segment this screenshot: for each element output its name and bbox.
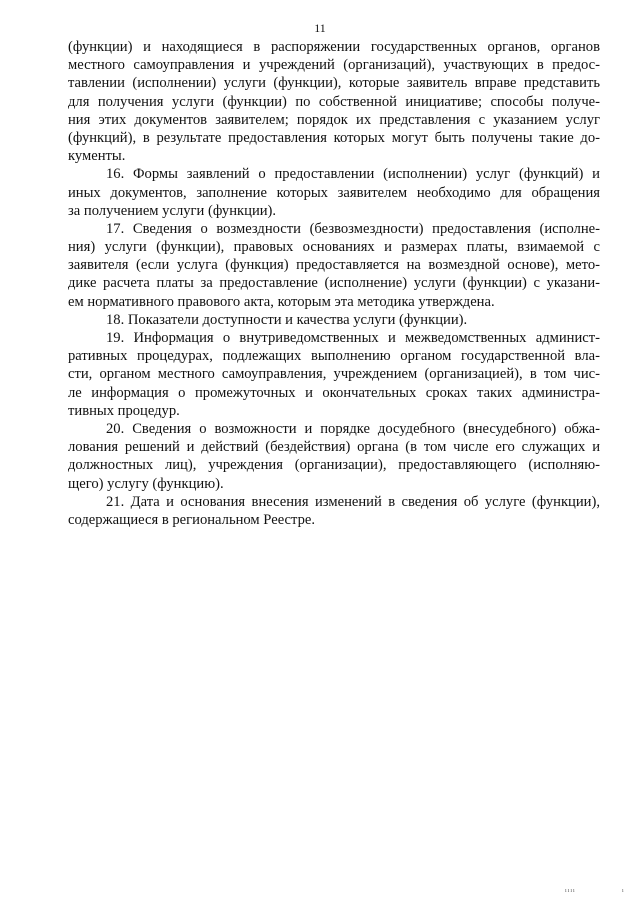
text-line: содержащиеся в региональном Реестре. xyxy=(68,511,316,528)
text-line: дике расчета платы за предоставление (исполнение) услуги (функции) с указани- xyxy=(68,275,600,292)
text-line: для получения услуги (функции) по собственной инициативе; способы получе- xyxy=(68,93,600,110)
scan-mark: ıııı xyxy=(565,888,576,894)
scan-mark: ı xyxy=(622,888,624,894)
paragraph-18 xyxy=(68,311,600,329)
text-line: ния) услуги (функции), правовых основаниях и размерах платы, взимаемой с xyxy=(68,239,600,256)
text-line: сти, органом местного самоуправления, учреждением (организацией), в том чис- xyxy=(68,366,600,383)
text-line: 16. Формы заявлений о предоставлении (исполнении) услуг (функций) и xyxy=(106,166,600,183)
paragraph-21 xyxy=(68,493,600,529)
text-line: тавлении (исполнении) услуги (функции), которые заявитель вправе представить xyxy=(68,75,600,92)
document-body xyxy=(68,38,600,529)
text-line: ния этих документов заявителем; порядок их представления с указанием услуг xyxy=(68,111,600,128)
paragraph-20 xyxy=(68,420,600,493)
text-line: 20. Сведения о возможности и порядке досудебного (внесудебного) обжа- xyxy=(106,420,600,437)
text-line: 21. Дата и основания внесения изменений в сведения об услуге (функции), xyxy=(106,493,600,510)
paragraph-19 xyxy=(68,329,600,420)
text-line: тивных процедур. xyxy=(68,402,180,419)
text-line: 17. Сведения о возмездности (безвозмездности) предоставления (исполне- xyxy=(106,220,600,237)
text-line: 18. Показатели доступности и качества услуги (функции). xyxy=(106,311,468,328)
text-line: кументы. xyxy=(68,148,126,165)
text-line: щего) услугу (функцию). xyxy=(68,475,224,492)
text-line: лования решений и действий (бездействия) органа (в том числе его служащих и xyxy=(68,439,600,456)
text-line: ративных процедурах, подлежащих выполнению органом государственной вла- xyxy=(68,348,600,365)
text-line: должностных лиц), учреждения (организации), предоставляющего (исполняю- xyxy=(68,457,600,474)
paragraph-17 xyxy=(68,220,600,311)
text-line: местного самоуправления и учреждений (организаций), участвующих в предос- xyxy=(68,57,600,74)
paragraph-16 xyxy=(68,165,600,220)
text-line: ем нормативного правового акта, которым эта методика утверждена. xyxy=(68,293,495,310)
paragraph-15-continuation xyxy=(68,38,600,165)
text-line: 19. Информация о внутриведомственных и межведомственных админист- xyxy=(106,330,600,346)
text-line: (функции) и находящиеся в распоряжении государственных органов, органов xyxy=(68,39,600,55)
text-line: (функций), в результате предоставления которых могут быть получены такие до- xyxy=(68,129,600,146)
text-line: за получением услуги (функции). xyxy=(68,202,277,219)
page-number: 11 xyxy=(314,21,326,35)
text-line: иных документов, заполнение которых заявителем необходимо для обращения xyxy=(68,184,600,201)
text-line: заявителя (если услуга (функция) предоставляется на возмездной основе), мето- xyxy=(68,257,600,274)
text-line: ле информация о промежуточных и окончательных сроках таких администра- xyxy=(68,384,600,401)
